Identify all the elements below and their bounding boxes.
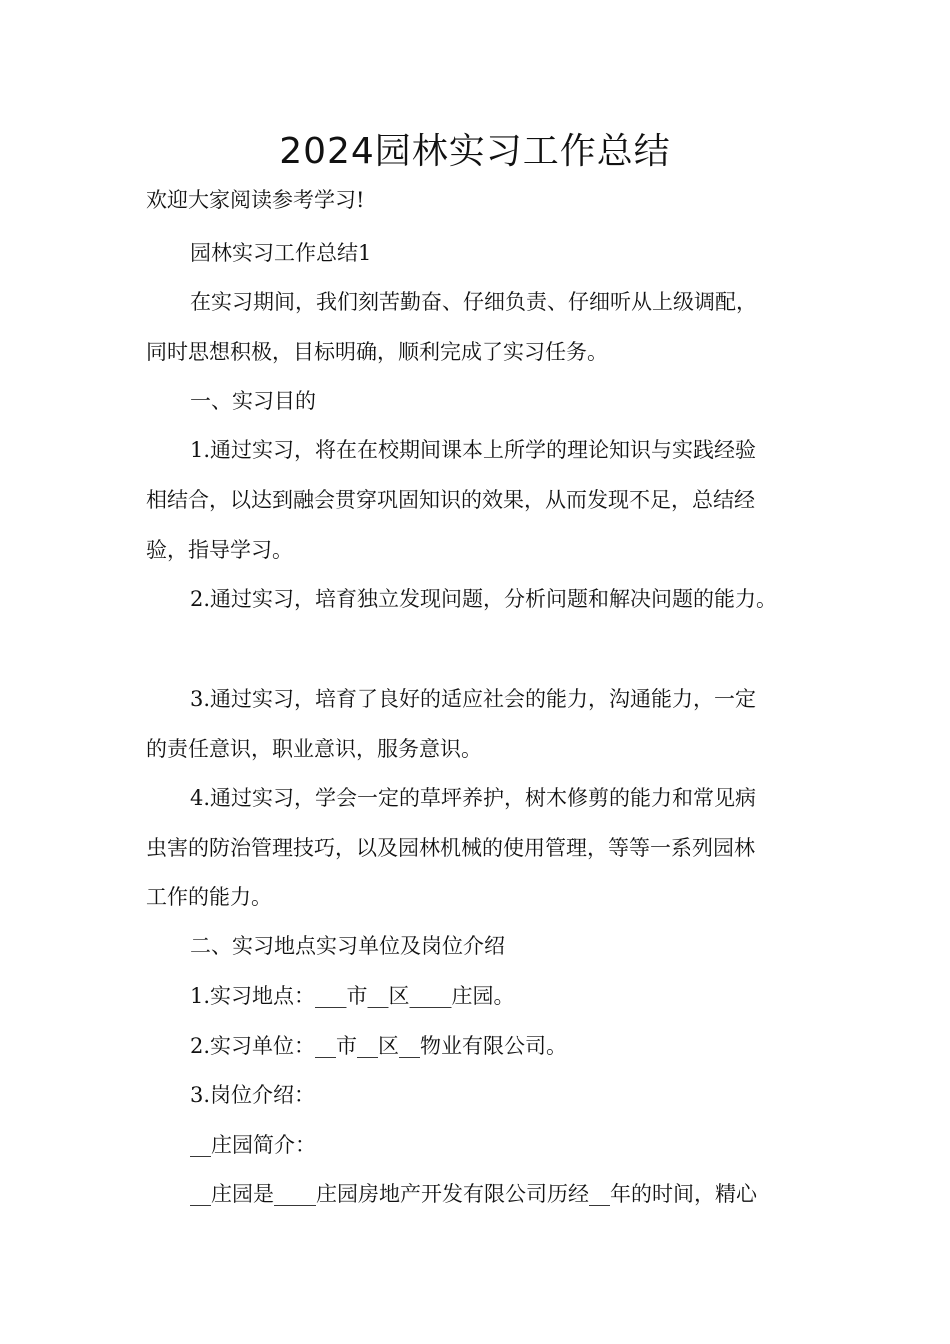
paragraph-line: 3.岗位介绍： bbox=[190, 1083, 316, 1107]
paragraph-line: 工作的能力。 bbox=[146, 885, 272, 909]
intro-line: 欢迎大家阅读参考学习! bbox=[146, 188, 365, 212]
paragraph-line: __庄园是____庄园房地产开发有限公司历经__年的时间，精心 bbox=[190, 1182, 757, 1206]
section-heading: 园林实习工作总结1 bbox=[190, 241, 372, 265]
paragraph-line: 在实习期间，我们刻苦勤奋、仔细负责、仔细听从上级调配， bbox=[190, 290, 757, 314]
section-heading: 二、实习地点实习单位及岗位介绍 bbox=[190, 934, 505, 958]
document-title: 2024园林实习工作总结 bbox=[279, 131, 671, 172]
paragraph-line: 1.通过实习，将在在校期间课本上所学的理论知识与实践经验 bbox=[190, 438, 757, 462]
paragraph-line: 1.实习地点：___市__区____庄园。 bbox=[190, 984, 515, 1008]
paragraph-line: 相结合，以达到融会贯穿巩固知识的效果，从而发现不足，总结经 bbox=[146, 488, 755, 512]
paragraph-line: 3.通过实习，培育了良好的适应社会的能力，沟通能力，一定 bbox=[190, 687, 757, 711]
paragraph-line: 验，指导学习。 bbox=[146, 538, 293, 562]
paragraph-line: 同时思想积极，目标明确，顺利完成了实习任务。 bbox=[146, 340, 608, 364]
paragraph-line: 虫害的防治管理技巧，以及园林机械的使用管理，等等一系列园林 bbox=[146, 836, 755, 860]
paragraph-line: 2.通过实习，培育独立发现问题，分析问题和解决问题的能力。 bbox=[190, 587, 778, 611]
section-heading: 一、实习目的 bbox=[190, 389, 316, 413]
paragraph-line: __庄园简介： bbox=[190, 1133, 316, 1157]
paragraph-line: 2.实习单位：__市__区__物业有限公司。 bbox=[190, 1034, 568, 1058]
paragraph-line: 4.通过实习，学会一定的草坪养护，树木修剪的能力和常见病 bbox=[190, 786, 757, 810]
paragraph-line: 的责任意识，职业意识，服务意识。 bbox=[146, 737, 482, 761]
